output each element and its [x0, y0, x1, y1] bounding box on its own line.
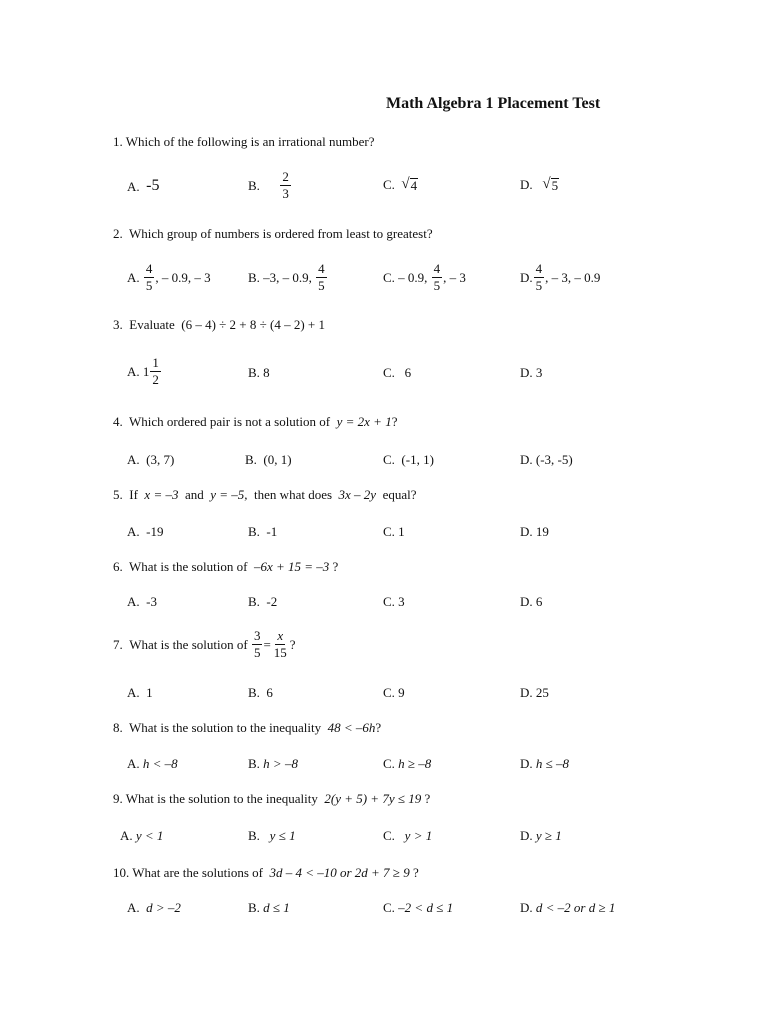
question-text: What is the solution of [129, 559, 248, 574]
option-8b[interactable] [248, 757, 298, 770]
option-letter: D. [520, 756, 533, 771]
option-letter: D. [520, 900, 533, 915]
option-letter: B. [248, 269, 260, 285]
option-value: – 0.9, [398, 269, 428, 285]
square-root: √ 5 [542, 176, 559, 193]
fraction: $\frac{x}{15}$ [273, 628, 287, 660]
option-2b[interactable] [248, 262, 328, 292]
option-letter: C. [383, 685, 395, 700]
option-value: y < 1 [135, 828, 164, 843]
option-letter: C. [383, 177, 395, 192]
option-10b[interactable] [248, 901, 290, 914]
option-4d[interactable] [520, 453, 573, 466]
option-value: (3, 7) [146, 452, 175, 467]
option-value: 3 [398, 594, 405, 609]
expression: (6 – 4) ÷ 2 + 8 ÷ (4 – 2) + 1 [181, 317, 325, 332]
option-3d[interactable] [520, 366, 542, 379]
option-letter: D. [520, 594, 533, 609]
expression: 48 < –6h [327, 720, 376, 735]
fraction: $\frac{4}{5}$ [433, 261, 441, 293]
option-1a[interactable] [127, 178, 159, 194]
option-value: -2 [266, 594, 278, 609]
question-text: If [129, 487, 138, 502]
question-number: 2. [113, 226, 123, 241]
question-text: What is the solution to the inequality [125, 791, 318, 806]
question-text: What is the solution of [129, 636, 248, 652]
option-6b[interactable] [248, 595, 277, 608]
option-8a[interactable] [127, 757, 178, 770]
question-end: ? [332, 559, 339, 574]
question-number: 9. [113, 791, 123, 806]
question-text: What is the solution to the inequality [129, 720, 322, 735]
option-value: 6 [266, 685, 273, 700]
option-1b[interactable] [248, 170, 292, 200]
question-text: Which of the following is an irrational number? [125, 134, 375, 149]
option-5c[interactable] [383, 525, 405, 538]
question-6 [113, 560, 338, 573]
option-letter: B. [248, 685, 260, 700]
option-value: y ≥ 1 [535, 828, 562, 843]
option-letter: D. [520, 365, 533, 380]
option-5a[interactable] [127, 525, 163, 538]
option-letter: A. [127, 363, 140, 379]
fraction: $\frac{1}{2}$ [152, 355, 159, 387]
option-letter: C. [383, 269, 395, 285]
expression: y = –5, [210, 487, 248, 502]
option-value: 3 [535, 365, 543, 380]
fraction: $\frac{4}{5}$ [535, 261, 543, 293]
option-9b[interactable] [248, 829, 296, 842]
option-value: 1 [146, 685, 153, 700]
option-letter: B. [248, 524, 260, 539]
question-text: What are the solutions of [132, 865, 263, 880]
option-letter: A. [120, 828, 133, 843]
option-6c[interactable] [383, 595, 405, 608]
option-letter: B. [248, 828, 260, 843]
option-letter: C. [383, 900, 395, 915]
option-value: , – 3 [443, 269, 466, 285]
option-7a[interactable] [127, 686, 153, 699]
option-letter: C. [383, 452, 395, 467]
option-value: 19 [535, 524, 549, 539]
expression: –6x + 15 = –3 [253, 559, 330, 574]
question-4 [113, 415, 397, 428]
question-number: 7. [113, 636, 123, 652]
option-letter: B. [248, 756, 260, 771]
question-text: Which ordered pair is not a solution of [129, 414, 331, 429]
expression: 3d – 4 < –10 or 2d + 7 ≥ 9 [269, 865, 410, 880]
fraction: $\frac{2}{3}$ [282, 169, 289, 201]
option-letter: B. [248, 594, 260, 609]
option-value: h ≤ –8 [535, 756, 570, 771]
option-letter: A. [127, 452, 140, 467]
option-letter: B. [248, 365, 260, 380]
option-value: 6 [404, 365, 412, 380]
option-letter: C. [383, 594, 395, 609]
question-number: 1. [113, 134, 123, 149]
option-value: h ≥ –8 [398, 756, 432, 771]
option-9d[interactable] [520, 829, 562, 842]
option-9c[interactable] [383, 829, 432, 842]
equals-sign: = [263, 636, 271, 652]
option-letter: C. [383, 365, 395, 380]
option-letter: C. [383, 524, 395, 539]
option-value: d ≤ 1 [263, 900, 290, 915]
question-end: ? [391, 414, 398, 429]
option-letter: D. [520, 452, 533, 467]
option-2a[interactable] [127, 262, 211, 292]
option-letter: C. [383, 828, 395, 843]
option-value: -1 [266, 524, 278, 539]
question-8 [113, 721, 381, 734]
question-text: then what does [254, 487, 333, 502]
fraction: $\frac{4}{5}$ [145, 261, 153, 293]
question-end: ? [412, 865, 419, 880]
question-end: ? [375, 720, 382, 735]
option-8c[interactable] [383, 757, 431, 770]
option-value: -19 [146, 524, 164, 539]
option-value: (-1, 1) [401, 452, 434, 467]
option-7b[interactable] [248, 686, 273, 699]
expression: 2(y + 5) + 7y ≤ 19 [324, 791, 422, 806]
question-1 [113, 135, 375, 148]
option-value: 1 [398, 524, 405, 539]
fraction: $\frac{3}{5}$ [253, 628, 261, 660]
option-letter: A. [127, 594, 140, 609]
option-value: 25 [535, 685, 549, 700]
option-3b[interactable] [248, 366, 270, 379]
question-text: Which group of numbers is ordered from least to greatest? [129, 226, 433, 241]
option-8d[interactable] [520, 757, 569, 770]
page-title: Math Algebra 1 Placement Test [386, 95, 601, 112]
option-3c[interactable] [383, 366, 411, 379]
option-letter: D. [520, 269, 533, 285]
option-10c[interactable] [383, 901, 453, 914]
question-5 [113, 488, 417, 501]
question-number: 6. [113, 559, 123, 574]
question-10 [113, 866, 419, 879]
square-root: √ 4 [401, 176, 418, 193]
option-10d[interactable] [520, 901, 615, 914]
option-6a[interactable] [127, 595, 157, 608]
option-7c[interactable] [383, 686, 405, 699]
option-value: –3, – 0.9, [263, 269, 312, 285]
option-value: (-3, -5) [535, 452, 573, 467]
fraction: $\frac{4}{5}$ [318, 261, 325, 293]
option-value: d > –2 [146, 900, 181, 915]
option-value: h < –8 [142, 756, 178, 771]
option-letter: A. [127, 900, 140, 915]
option-value: , – 0.9, – 3 [155, 269, 211, 285]
expression: y = 2x + 1 [336, 414, 392, 429]
option-7d[interactable] [520, 686, 549, 699]
option-1c[interactable] [383, 177, 418, 192]
option-letter: B. [248, 177, 260, 193]
question-number: 5. [113, 487, 123, 502]
option-value: –2 < d ≤ 1 [398, 900, 454, 915]
option-letter: D. [520, 685, 533, 700]
option-letter: D. [520, 524, 533, 539]
option-2c[interactable] [383, 262, 466, 292]
option-letter: B. [248, 900, 260, 915]
question-9 [113, 792, 430, 805]
question-number: 10. [113, 865, 130, 880]
expression: x = –3 [144, 487, 179, 502]
option-6d[interactable] [520, 595, 542, 608]
question-end: ? [289, 636, 296, 652]
question-number: 3. [113, 317, 123, 332]
question-text: Evaluate [129, 317, 175, 332]
question-7 [113, 629, 296, 659]
option-value: 9 [398, 685, 405, 700]
option-letter: D. [520, 177, 533, 192]
option-value: y > 1 [404, 828, 433, 843]
question-3 [113, 318, 325, 331]
mixed-whole: 1 [142, 363, 150, 379]
option-value: -5 [146, 177, 160, 194]
option-value: y ≤ 1 [269, 828, 296, 843]
option-value: -3 [146, 594, 157, 609]
option-value: 6 [535, 594, 543, 609]
option-4c[interactable] [383, 453, 434, 466]
option-4a[interactable] [127, 453, 174, 466]
option-4b[interactable] [245, 453, 292, 466]
option-5d[interactable] [520, 525, 549, 538]
option-value: (0, 1) [263, 452, 292, 467]
question-2 [113, 227, 433, 240]
option-letter: B. [245, 452, 257, 467]
option-letter: A. [127, 269, 140, 285]
question-text: and [184, 487, 204, 502]
question-text: equal? [382, 487, 417, 502]
option-letter: A. [127, 178, 140, 194]
option-2d[interactable] [520, 262, 600, 292]
option-value: h > –8 [263, 756, 298, 771]
expression: 3x – 2y [338, 487, 377, 502]
question-number: 8. [113, 720, 123, 735]
option-value: 8 [263, 365, 270, 380]
option-value: , – 3, – 0.9 [545, 269, 601, 285]
option-letter: C. [383, 756, 395, 771]
option-value: d < –2 or d ≥ 1 [535, 900, 616, 915]
option-9a[interactable] [120, 829, 163, 842]
option-1d[interactable] [520, 177, 559, 192]
option-letter: A. [127, 756, 140, 771]
option-letter: A. [127, 685, 140, 700]
option-letter: D. [520, 828, 533, 843]
option-10a[interactable] [127, 901, 181, 914]
option-letter: A. [127, 524, 140, 539]
option-3a[interactable] [127, 356, 162, 386]
question-number: 4. [113, 414, 123, 429]
question-end: ? [424, 791, 431, 806]
option-5b[interactable] [248, 525, 277, 538]
